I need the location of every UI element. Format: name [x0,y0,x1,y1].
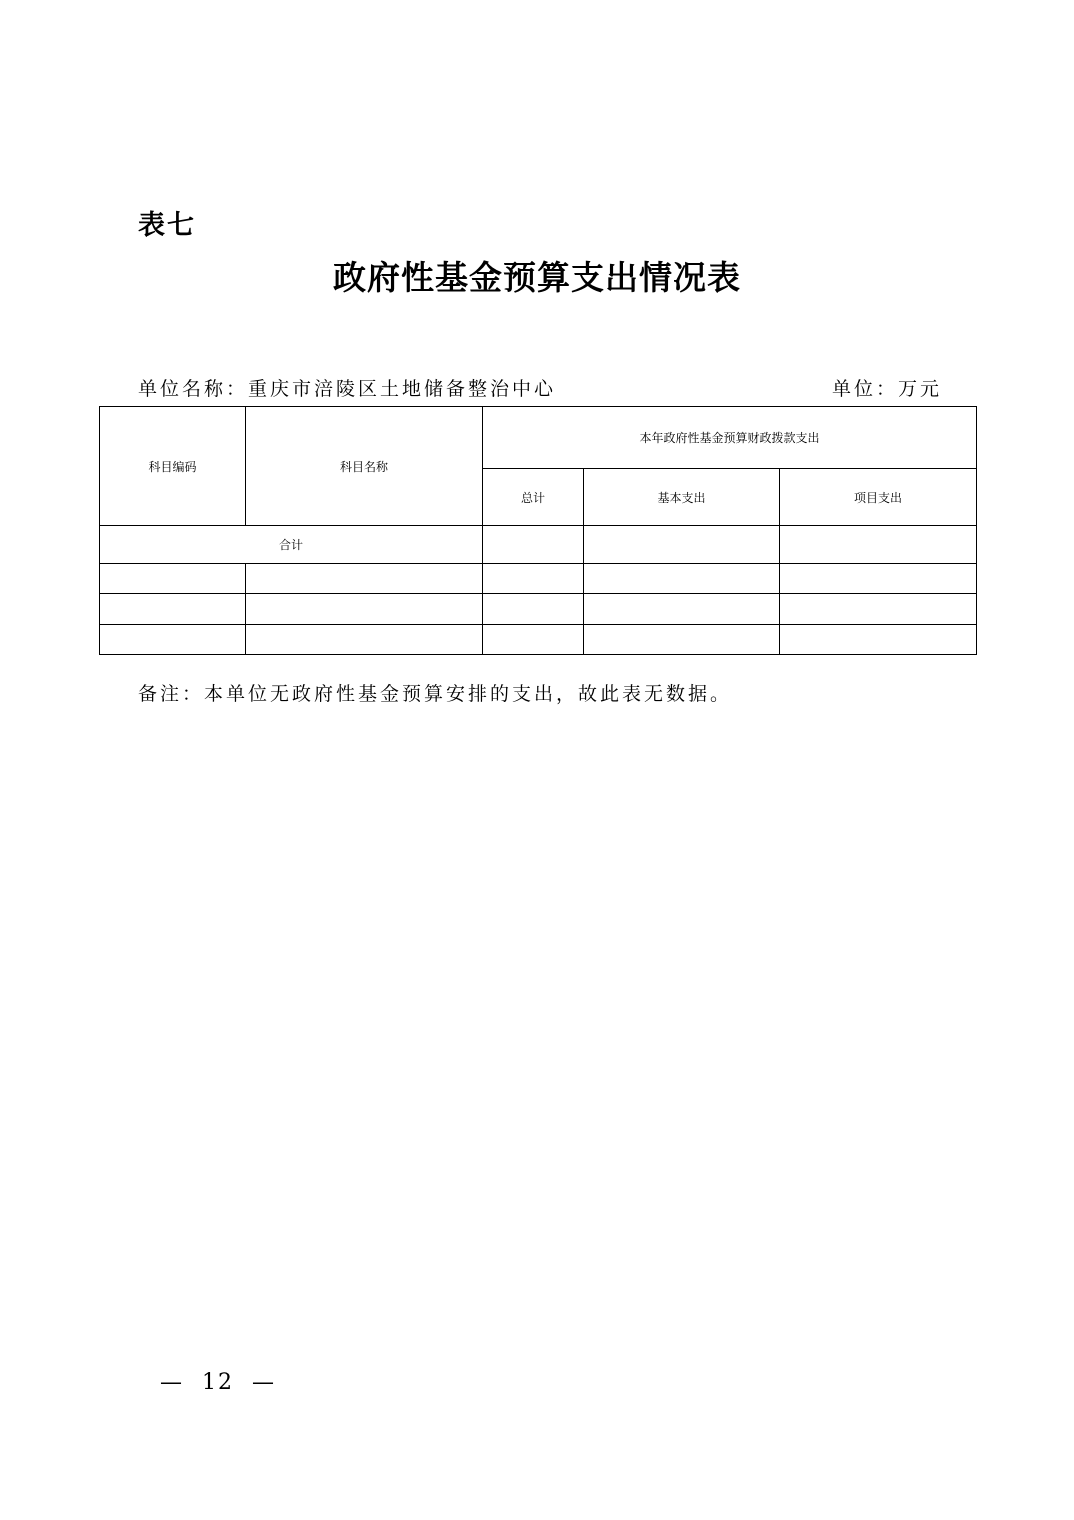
header-group-expense: 本年政府性基金预算财政拨款支出 [483,407,977,469]
table-cell [584,594,780,625]
table-cell [780,594,977,625]
header-basic-expense: 基本支出 [584,469,780,526]
header-subject-code: 科目编码 [100,407,246,526]
table-header-row [100,407,977,469]
table-cell [100,625,246,655]
table-row [100,625,977,655]
total-row-project [780,526,977,564]
total-row-basic [584,526,780,564]
budget-table [99,406,977,655]
currency-unit-label: 单位：万元 [832,378,943,400]
table-row [100,564,977,594]
table-cell [100,564,246,594]
table-cell [483,564,584,594]
page-number: — 12 — [160,1370,276,1395]
table-cell [100,594,246,625]
table-cell [483,594,584,625]
table-number-label: 表七 [138,210,196,241]
footnote: 备注：本单位无政府性基金预算安排的支出，故此表无数据。 [138,683,733,705]
header-subject-name: 科目名称 [246,407,483,526]
table-cell [584,625,780,655]
table-cell [780,564,977,594]
page-title: 政府性基金预算支出情况表 [333,258,741,297]
table-cell [246,594,483,625]
header-total: 总计 [483,469,584,526]
unit-name-label: 单位名称：重庆市涪陵区土地储备整治中心 [138,378,557,400]
table-total-row [100,526,977,564]
table-cell [246,564,483,594]
table-cell [780,625,977,655]
total-row-total [483,526,584,564]
table-row [100,594,977,625]
total-row-label: 合计 [100,526,483,564]
table-cell [483,625,584,655]
table-cell [246,625,483,655]
header-project-expense: 项目支出 [780,469,977,526]
table-cell [584,564,780,594]
